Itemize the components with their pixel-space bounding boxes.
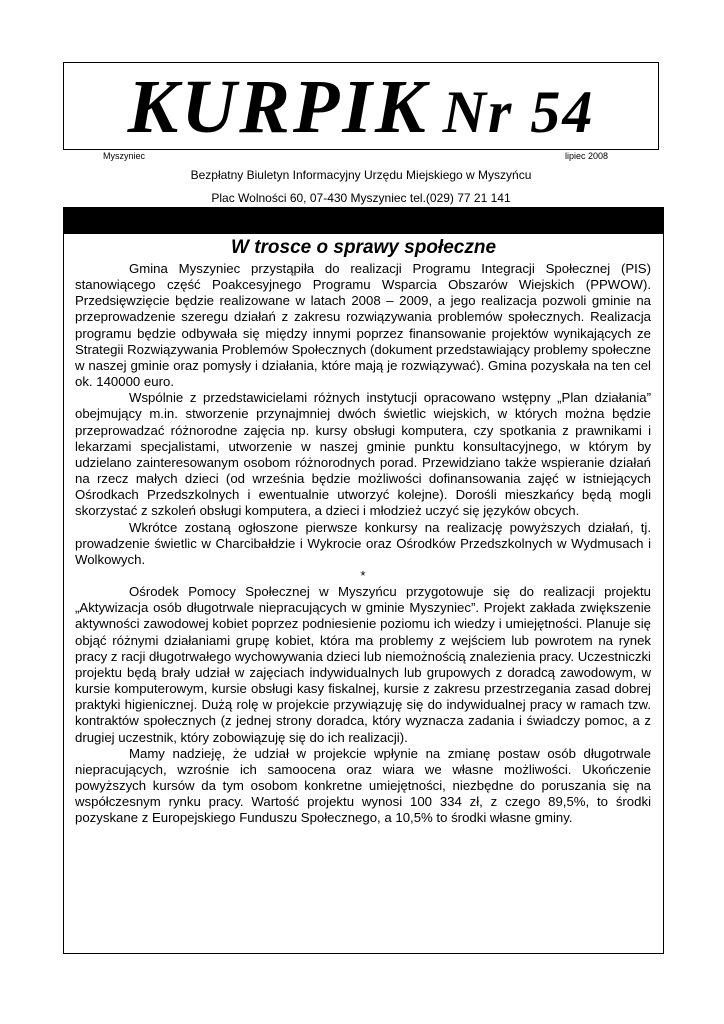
bulletin-subtitle: Bezpłatny Biuletyn Informacyjny Urzędu Miejskiego w Myszyńcu: [190, 168, 532, 182]
bulletin-title: [64, 67, 658, 152]
masthead: [63, 62, 659, 150]
paragraph: Mamy nadzieję, że udział w projekcie wpłynie na zmianę postaw osób długotrwale niepracujących, wzrośnie ich samoocena oraz wiara we własne możliwości. Ukończenie powyższych kursów da tym osobom konkretne umiejętności, niezbędne do poruszania się na współczesnym rynku pracy. Wartość projektu wynosi 100 334 zł, z czego 89,5%, to środki pozyskane z Europejskiego Funduszu Społecznego, a 10,5% to środki własne gminy.: [75, 745, 651, 826]
place-label: Myszyniec: [103, 151, 146, 161]
bulletin-address: Plac Wolności 60, 07-430 Myszyniec tel.(029) 77 21 141: [211, 191, 511, 205]
section-separator: *: [360, 567, 366, 583]
paragraph: Wspólnie z przedstawicielami różnych instytucji opracowano wstępny „Plan działania” obejmujący m.in. stworzenie przynajmniej dwóch świetlic wiejskich, w których można będzie przeprowadzać różnorodne zajęcia np. kursy obsługi komputera, czy spotkania z prawnikami i lekarzami specjalistami, utworzenie w naszej gminie punktu konsultacyjnego, w którym by udzielano zainteresowanym osobom różnorodnych porad. Przewidziano także wspieranie działań na rzecz małych dzieci (od września będzie możliwości dofinansowania zajęć w istniejących Ośrodkach Przedszkolnych i ewentualnie utworzyć kolejne). Dorośli mieszkańcy będą mogli skorzystać z szkoleń obsługi komputera, a dzieci i młodzież uczyć się języków obcych.: [75, 390, 651, 519]
paragraph: Wkrótce zostaną ogłoszone pierwsze konkursy na realizację powyższych działań, tj. prowadzenie świetlic w Charcibałdzie i Wykrocie oraz Ośrodków Przedszkolnych w Wydmusach i Wolkowych.: [75, 519, 651, 567]
paragraph: Gmina Myszyniec przystąpiła do realizacji Programu Integracji Społecznej (PIS) stanowiącego część Poakcesyjnego Programu Wsparcia Obszarów Wiejskich (PPWOW). Przedsięwzięcie będzie realizowane w latach 2008 – 2009, a jego realizacja pozwoli gminie na przeprowadzenie szeregu działań z zakresu rozwiązywania problemów społecznych. Realizacja programu będzie odbywała się między innymi poprzez finansowanie projektów wynikających ze Strategii Rozwiązywania Problemów Społecznych (dokument przedstawiający problemy społeczne w naszej gminie oraz pomysły i działania, które mają je rozwiązywać). Gmina pozyskała na ten cel ok. 140000 euro.: [75, 261, 651, 390]
article-title: W trosce o sprawy społeczne: [230, 237, 497, 258]
header-bar: [63, 207, 664, 234]
issue-number: Nr 54: [442, 79, 595, 145]
article-box: [63, 234, 664, 954]
paragraph: Ośrodek Pomocy Społecznej w Myszyńcu przygotowuje się do realizacji projektu „Aktywizacja osób długotrwale niepracujących w gminie Myszyniec”. Projekt zakłada zwiększenie aktywności zawodowej kobiet poprzez podniesienie poziomu ich wiedzy i umiejętności. Planuje się objąć różnymi działaniami grupę kobiet, która ma problemy z wejściem lub powrotem na rynek pracy z racji długotrwałego wychowywania dzieci lub niemożnością znalezienia pracy. Uczestniczki projektu będą brały udział w zajęciach indywidualnych lub grupowych z doradcą zawodowym, w kursie komputerowym, kursie obsługi kasy fiskalnej, kursie z zakresu przestrzegania zasad dobrej praktyki higienicznej. Dużą rolę w projekcie przywiązuję się do indywidualnej pracy w ramach tzw. kontraktów społecznych (z jednej strony doradca, który wyznacza zadania i świadczy pomoc, a z drugiej uczestnik, który zobowiązuję się do ich realizacji).: [75, 584, 651, 745]
bulletin-name: KURPIK: [127, 65, 429, 149]
issue-date: lipiec 2008: [564, 151, 608, 161]
article-body: [75, 261, 651, 826]
